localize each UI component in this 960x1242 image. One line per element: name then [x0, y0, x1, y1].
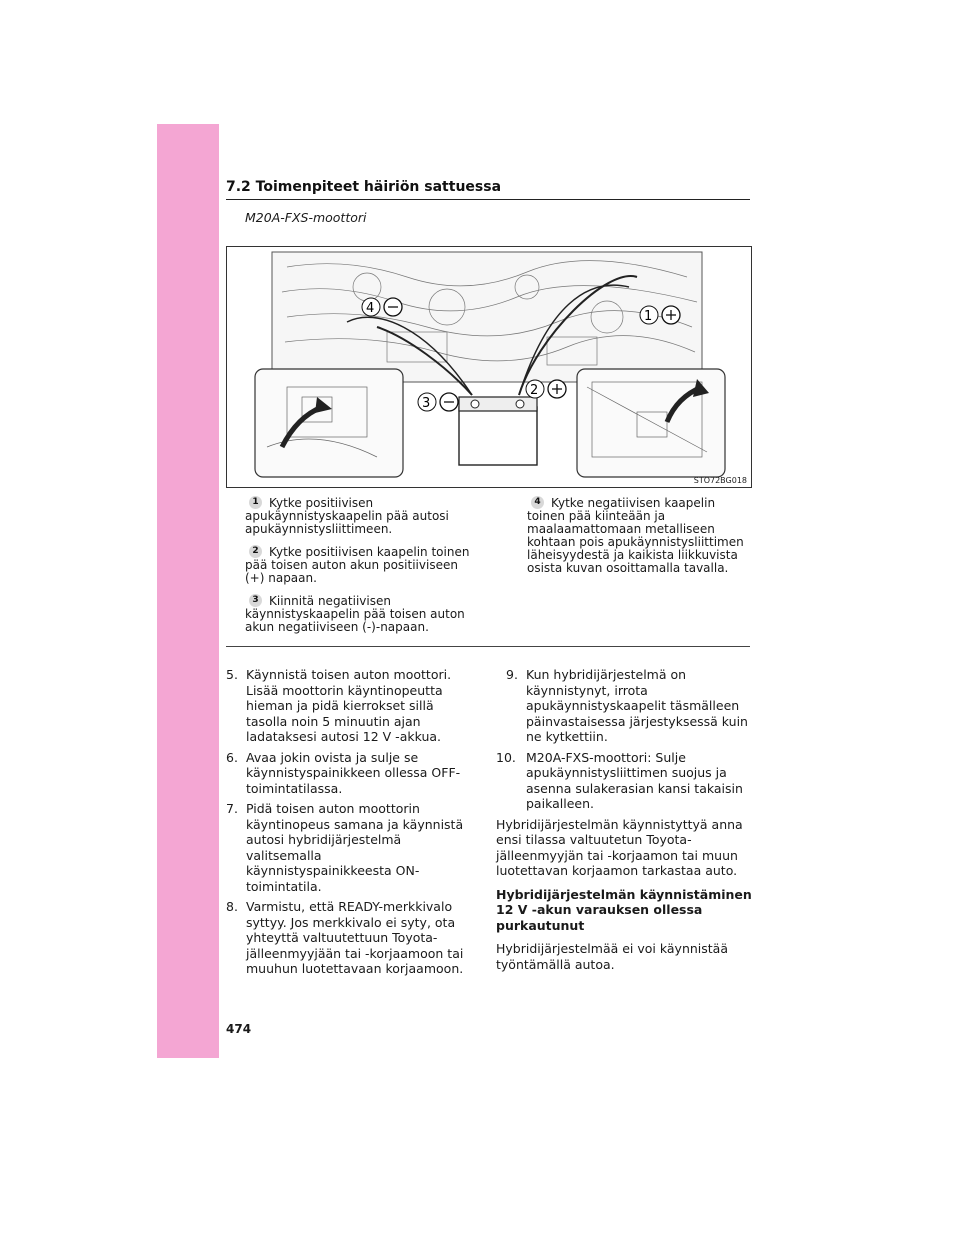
section-header: 7.2 Toimenpiteet häiriön sattuessa: [226, 179, 502, 195]
list-number: 5.: [226, 667, 238, 682]
callout-3: 3: [422, 396, 431, 411]
step-2-rest: pää toisen auton akun positiiviseen (+) napaan.: [245, 558, 458, 585]
step-4-first: Kytke negatiivisen kaapelin: [551, 496, 716, 510]
step-3-first: Kiinnitä negatiivisen: [269, 594, 391, 608]
step-3-number: 3: [249, 594, 262, 607]
list-number: 8.: [226, 899, 238, 914]
steps-right: [527, 497, 749, 585]
step-4: [527, 497, 749, 575]
step-1: [245, 497, 477, 536]
figure-code: STO72BG018: [693, 476, 747, 485]
steps-left: [245, 497, 477, 644]
list-item: [226, 667, 471, 745]
callout-2: 2: [530, 383, 539, 398]
list-text: Pidä toisen auton moottorin käyntinopeus samana ja käynnistä autosi hybridijärjestelmä valitsemalla käynnistyspainikkeesta ON-toimintatila.: [246, 801, 464, 894]
list-text: Kun hybridijärjestelmä on käynnistynyt, irrota apukäynnistyskaapelit täsmälleen päinvastaisessa järjestyksessä kuin ne kytkettiin.: [526, 667, 748, 744]
callout-4: 4: [366, 301, 375, 316]
step-2-number: 2: [249, 545, 262, 558]
list-text: Avaa jokin ovista ja sulje se käynnistyspainikkeen ollessa OFF-toimintatilassa.: [246, 749, 461, 796]
step-2: [245, 546, 477, 585]
info-paragraph: Hybridijärjestelmän käynnistyttyä anna ensi tilassa valtuutetun Toyota-jälleenmyyjän tai -korjaamon tai muun luotettavan korjaamon tarkastaa auto.: [496, 816, 743, 878]
list-item: [226, 899, 471, 977]
engine-subtitle: M20A-FXS-moottori: [245, 210, 367, 225]
header-divider: [226, 199, 750, 200]
list-text: M20A-FXS-moottori: Sulje apukäynnistysliittimen suojus ja asenna sulakerasian kansi takaisin paikalleen.: [526, 749, 743, 811]
jump-start-illustration: [226, 246, 752, 488]
list-number: 6.: [226, 749, 238, 765]
section-color-tab: [157, 124, 219, 1058]
list-item: [226, 750, 471, 797]
procedure-list-right: [496, 667, 752, 980]
step-2-first: Kytke positiivisen kaapelin toinen: [269, 545, 470, 559]
list-number: 10.: [496, 749, 516, 765]
page-number: 474: [226, 1022, 252, 1036]
procedure-list-left: [226, 667, 471, 982]
list-text: Varmistu, että READY-merkkivalo syttyy. Jos merkkivalo ei syty, ota yhteyttä valtuutettuun Toyota-jälleenmyyjään tai -korjaamoon tai muuhun luotettavaan korjaamoon.: [246, 899, 464, 976]
steps-divider: [226, 646, 750, 647]
list-text: Käynnistä toisen auton moottori. Lisää moottorin käyntinopeutta hieman ja pidä kierrokset sillä tasolla noin 5 minuutin ajan ladataksesi autosi 12 V -akkua.: [246, 667, 452, 744]
subsection-heading: Hybridijärjestelmän käynnistäminen 12 V -akun varauksen ollessa purkautunut: [496, 886, 752, 933]
list-item: [496, 749, 752, 812]
step-1-rest: apukäynnistyskaapelin pää autosi apukäynnistysliittimeen.: [245, 509, 449, 536]
step-4-rest: toinen pää kiinteään ja maalaamattomaan metalliseen kohtaan pois apukäynnistysliittimen läheisyydestä ja kaikista liikkuvista osista kuvan osoittamalla tavalla.: [527, 509, 744, 575]
step-1-first: Kytke positiivisen: [269, 496, 374, 510]
list-number: 7.: [226, 801, 238, 816]
engine-bay-drawing: [227, 247, 751, 487]
step-3-rest: käynnistyskaapelin pää toisen auton akun negatiiviseen (-)-napaan.: [245, 607, 465, 634]
list-number: 9.: [506, 667, 518, 682]
push-start-note: Hybridijärjestelmää ei voi käynnistää työntämällä autoa.: [496, 941, 728, 972]
list-item: [506, 667, 752, 745]
callout-1: 1: [644, 309, 653, 324]
list-item: [226, 801, 471, 894]
step-4-number: 4: [531, 496, 544, 509]
step-3: [245, 595, 477, 634]
step-1-number: 1: [249, 496, 262, 509]
